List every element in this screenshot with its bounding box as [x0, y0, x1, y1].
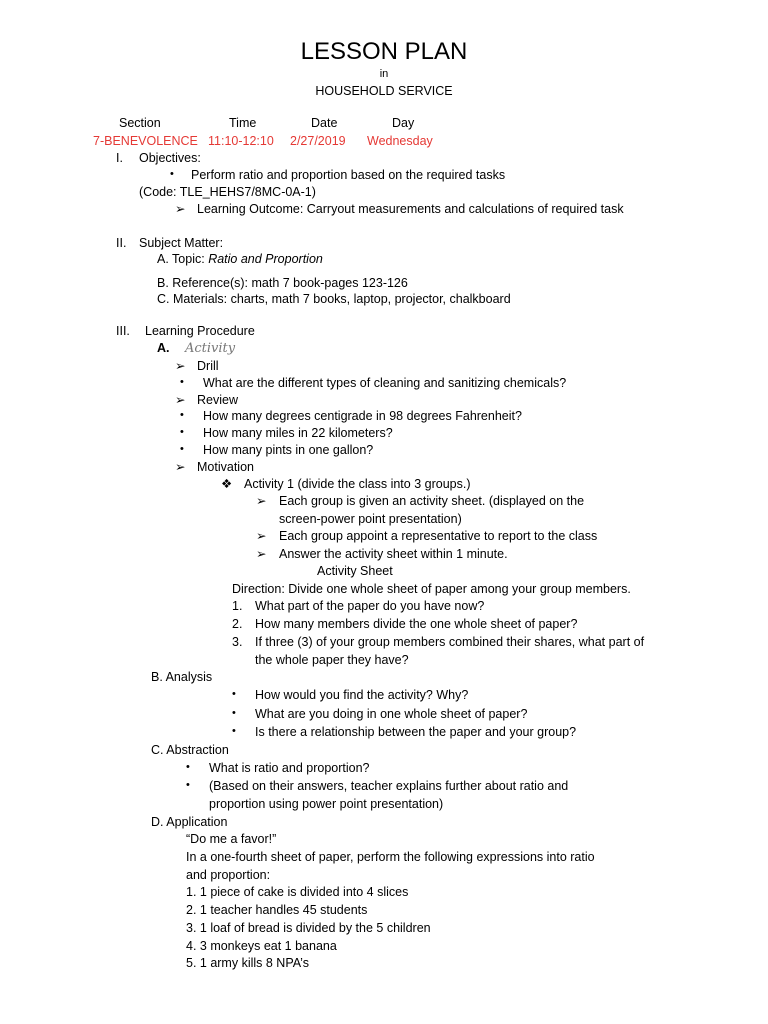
reference-line: B. Reference(s): math 7 book-pages 123-126: [157, 276, 408, 290]
activity-label: A.: [157, 341, 170, 355]
review-question-2: How many miles in 22 kilometers?: [203, 426, 393, 440]
arrow-bullet-icon: ➢: [175, 460, 186, 474]
document-title: LESSON PLAN: [300, 38, 468, 65]
bullet-icon: •: [186, 779, 190, 791]
bullet-icon: •: [232, 688, 236, 700]
arrow-bullet-icon: ➢: [256, 494, 267, 508]
arrow-bullet-icon: ➢: [175, 393, 186, 407]
title-connector: in: [379, 68, 389, 80]
abstraction-heading: C. Abstraction: [151, 743, 229, 757]
bullet-icon: •: [170, 168, 174, 180]
bullet-icon: •: [180, 409, 184, 421]
abstraction-question-1: What is ratio and proportion?: [209, 761, 370, 775]
section-number-2: II.: [116, 236, 127, 250]
col-date-label: Date: [311, 116, 338, 130]
materials-line: C. Materials: charts, math 7 books, laptop, projector, chalkboard: [157, 292, 511, 306]
abstraction-note-cont: proportion using power point presentation): [209, 797, 444, 811]
question-number-2: 2.: [232, 617, 243, 631]
bullet-icon: •: [180, 443, 184, 455]
bullet-icon: •: [186, 761, 190, 773]
application-item-5: 5. 1 army kills 8 NPA’s: [186, 956, 309, 970]
review-label: Review: [197, 393, 238, 407]
review-question-1: How many degrees centigrade in 98 degrees Fahrenheit?: [203, 409, 522, 423]
analysis-heading: B. Analysis: [151, 670, 213, 684]
arrow-bullet-icon: ➢: [256, 547, 267, 561]
application-item-2: 2. 1 teacher handles 45 students: [186, 903, 368, 917]
learning-outcome: Learning Outcome: Carryout measurements and calculations of required task: [197, 202, 624, 216]
application-instruction-cont: and proportion:: [186, 868, 271, 882]
activity-question-3-cont: the whole paper they have?: [255, 653, 409, 667]
activity-direction: Direction: Divide one whole sheet of paper among your group members.: [232, 582, 631, 596]
col-section-label: Section: [119, 116, 161, 130]
review-question-3: How many pints in one gallon?: [203, 443, 374, 457]
bullet-icon: •: [180, 426, 184, 438]
analysis-question-2: What are you doing in one whole sheet of paper?: [255, 707, 528, 721]
bullet-icon: •: [180, 376, 184, 388]
application-item-1: 1. 1 piece of cake is divided into 4 slices: [186, 885, 409, 899]
learning-procedure-heading: Learning Procedure: [145, 324, 255, 338]
col-time-label: Time: [229, 116, 257, 130]
subject-matter-heading: Subject Matter:: [139, 236, 224, 250]
activity-title: Activity: [185, 341, 236, 356]
application-heading: D. Application: [151, 815, 228, 829]
question-number-1: 1.: [232, 599, 243, 613]
bullet-icon: •: [232, 707, 236, 719]
activity-step-1-cont: screen-power point presentation): [279, 512, 462, 526]
date-value: 2/27/2019: [290, 134, 346, 148]
application-item-4: 4. 3 monkeys eat 1 banana: [186, 939, 337, 953]
drill-label: Drill: [197, 359, 219, 373]
application-instruction: In a one-fourth sheet of paper, perform the following expressions into ratio: [186, 850, 595, 864]
activity-question-1: What part of the paper do you have now?: [255, 599, 485, 613]
topic-line: [157, 252, 323, 267]
objective-item: Perform ratio and proportion based on the required tasks: [191, 168, 506, 182]
application-quote: “Do me a favor!”: [186, 832, 277, 846]
time-value: 11:10-12:10: [208, 134, 274, 148]
arrow-bullet-icon: ➢: [175, 202, 186, 216]
activity-question-2: How many members divide the one whole sheet of paper?: [255, 617, 578, 631]
day-value: Wednesday: [367, 134, 433, 148]
activity-sheet-title: Activity Sheet: [317, 564, 393, 578]
analysis-question-3: Is there a relationship between the paper and your group?: [255, 725, 577, 739]
subject-title: HOUSEHOLD SERVICE: [315, 84, 453, 98]
motivation-label: Motivation: [197, 460, 254, 474]
activity-step-1: Each group is given an activity sheet. (displayed on the: [279, 494, 585, 508]
section-number-1: I.: [116, 151, 123, 165]
arrow-bullet-icon: ➢: [256, 529, 267, 543]
bullet-icon: •: [232, 725, 236, 737]
section-value: 7-BENEVOLENCE: [93, 134, 198, 148]
arrow-bullet-icon: ➢: [175, 359, 186, 373]
diamond-bullet-icon: ❖: [221, 477, 233, 491]
objective-code: (Code: TLE_HEHS7/8MC-0A-1): [139, 185, 316, 199]
objectives-heading: Objectives:: [139, 151, 201, 165]
topic-label: A. Topic:: [157, 252, 209, 266]
activity-1-title: Activity 1 (divide the class into 3 groups.): [244, 477, 471, 491]
activity-step-3: Answer the activity sheet within 1 minute.: [279, 547, 508, 561]
application-item-3: 3. 1 loaf of bread is divided by the 5 children: [186, 921, 431, 935]
abstraction-note: (Based on their answers, teacher explains further about ratio and: [209, 779, 569, 793]
activity-question-3: If three (3) of your group members combined their shares, what part of: [255, 635, 645, 649]
col-day-label: Day: [392, 116, 415, 130]
activity-step-2: Each group appoint a representative to report to the class: [279, 529, 598, 543]
topic-value: Ratio and Proportion: [208, 252, 323, 266]
section-number-3: III.: [116, 324, 130, 338]
analysis-question-1: How would you find the activity? Why?: [255, 688, 469, 702]
drill-question: What are the different types of cleaning and sanitizing chemicals?: [203, 376, 567, 390]
question-number-3: 3.: [232, 635, 243, 649]
